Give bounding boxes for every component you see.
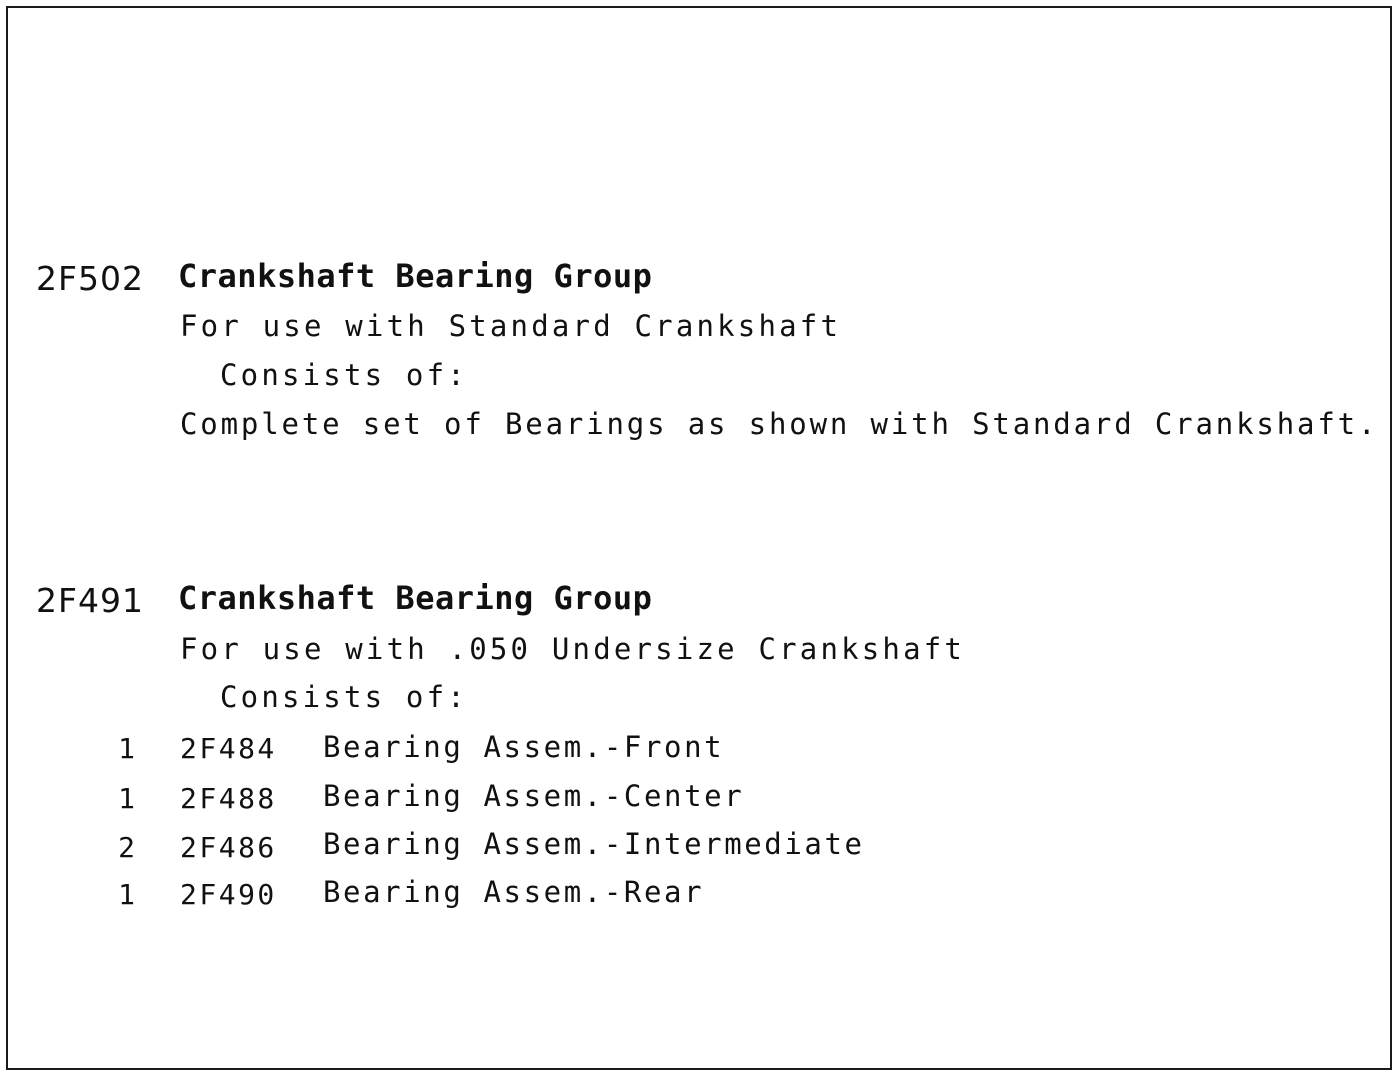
group-title: Crankshaft Bearing Group <box>178 579 653 617</box>
item-part-number: 2F490 <box>180 878 277 911</box>
item-part-number: 2F486 <box>180 831 277 864</box>
group-title: Crankshaft Bearing Group <box>178 257 653 295</box>
item-description: Bearing Assem.-Rear <box>323 875 705 909</box>
group-description: Complete set of Bearings as shown with Standard Crankshaft. <box>180 407 1379 441</box>
item-description: Bearing Assem.-Center <box>323 779 745 813</box>
group-part-number: 2F491 <box>36 581 144 620</box>
item-description: Bearing Assem.-Intermediate <box>323 827 865 861</box>
consists-of-label: Consists of: <box>220 358 468 392</box>
group-use-line: For use with .050 Undersize Crankshaft <box>180 632 966 666</box>
group-use-line: For use with Standard Crankshaft <box>180 309 842 343</box>
item-quantity: 1 <box>118 732 135 765</box>
item-quantity: 1 <box>118 782 135 815</box>
item-description: Bearing Assem.-Front <box>323 730 725 764</box>
consists-of-label: Consists of: <box>220 680 468 714</box>
item-quantity: 2 <box>118 831 135 864</box>
item-quantity: 1 <box>118 878 135 911</box>
item-part-number: 2F484 <box>180 732 277 765</box>
group-part-number: 2F502 <box>36 259 144 298</box>
item-part-number: 2F488 <box>180 782 277 815</box>
